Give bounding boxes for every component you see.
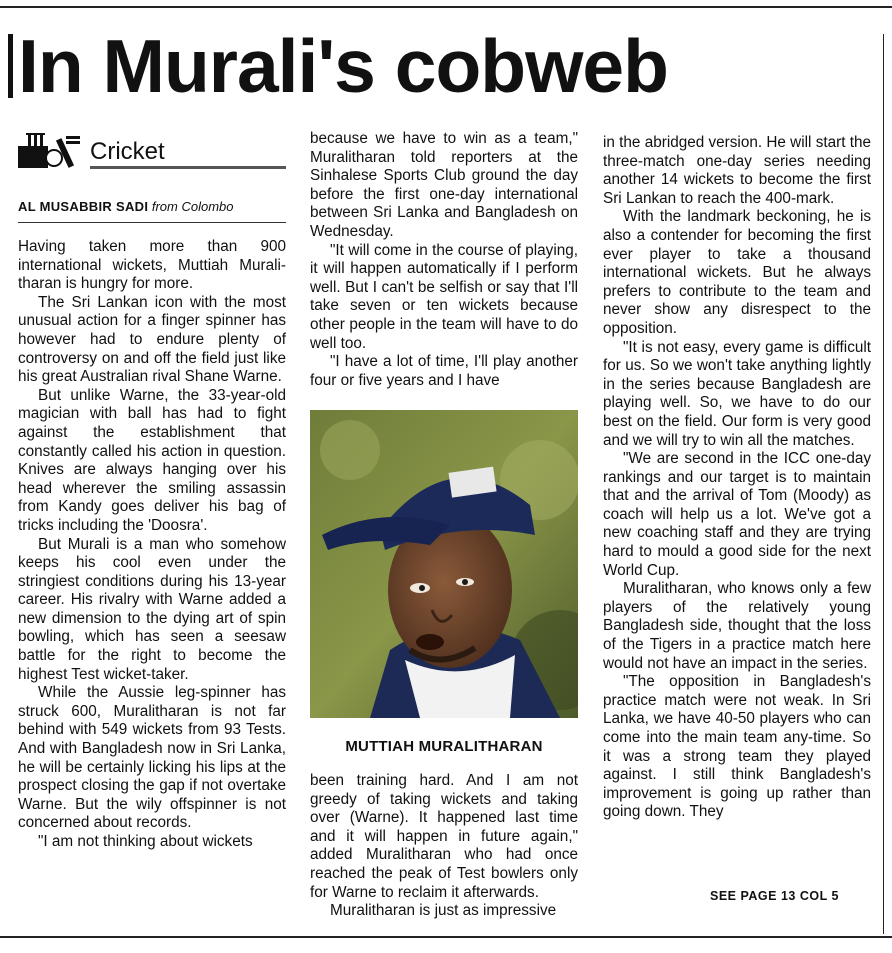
article-column-2-top: [310, 130, 578, 390]
byline-author: AL MUSABBIR SADI: [18, 199, 149, 214]
paragraph: Having taken more than 900 international wickets, Muttiah Murali-tharan is hungry for more.: [18, 238, 286, 293]
paragraph: "The opposition in Bangladesh's practice match were not weak. In Sri Lanka, we have 40-50 players who can come into the main team any-time. So it was a strong team they played against. I still think Bangladesh's improvement is going up rather than going down. They: [603, 673, 871, 821]
byline: [18, 199, 286, 214]
paragraph: Muralitharan is just as impressive: [330, 902, 557, 920]
paragraph: because we have to win as a team," Muralitharan told reporters at the Sinhalese Sports Club ground the day before the first one-day international between Sri Lanka and Bangladesh on Wednesday.: [310, 130, 578, 240]
paragraph: But unlike Warne, the 33-year-old magician with ball has had to fight against the establishment that constantly called his action in question. Knives are always hanging over his head wherever the smiling assassin from Kandy goes deliver his bag of tricks including the 'Doosra'.: [18, 386, 286, 534]
photo-caption: MUTTIAH MURALITHARAN: [345, 738, 543, 755]
byline-location: from Colombo: [151, 199, 234, 214]
bottom-rule: [0, 936, 892, 938]
paragraph: With the landmark beckoning, he is also a contender for becoming the first ever player to take a thousand international wickets. But he always prefers to contribute to the team and never show any disrespect to the opposition.: [603, 208, 871, 337]
paragraph: "It will come in the course of playing, it will happen automatically if I perform well. But I can't be selfish or say that I'll take seven or ten wickets because other people in the team will have to do well too.: [310, 241, 578, 352]
section-tag: [18, 130, 286, 170]
paragraph: "I have a lot of time, I'll play another four or five years and I have: [310, 353, 578, 389]
section-rule: [90, 166, 286, 169]
continuation-link[interactable]: SEE PAGE 13 COL 5: [710, 889, 839, 903]
player-photo: [310, 410, 578, 718]
article-column-1: [18, 238, 286, 852]
right-rule: [883, 34, 884, 934]
paragraph: "I am not thinking about wickets: [38, 833, 253, 850]
paragraph: "We are second in the ICC one-day rankings and our target is to maintain that and the arrival of Tom (Moody) as coach will help us a lot. We've got a new coaching staff and they are trying hard to mould a good side for the next World Cup.: [603, 450, 871, 579]
headline-bar: [8, 34, 13, 98]
paragraph: "It is not easy, every game is difficult for us. So we won't take anything lightly in the series because Bangladesh are playing well. So, we have to do our best on the field. Our form is very good and we will try to win all the matches.: [603, 338, 871, 449]
paragraph: The Sri Lankan icon with the most unusual action for a finger spinner has however had to endure plenty of controversy on and off the field just like his great Australian rival Shane Warne.: [18, 293, 286, 386]
headline: In Murali's cobweb: [18, 24, 668, 108]
paragraph: But Murali is a man who somehow keeps his cool even under the stringiest conditions during his 13-year career. His rivalry with Warne added a new dimension to the dying art of spin bowling, which has seen a seesaw battle for the right to become the highest Test wicket-taker.: [18, 535, 286, 683]
byline-rule: [18, 222, 286, 223]
paragraph: been training hard. And I am not greedy of taking wickets and taking over (Warne). It happened last time and it will happen in future again," added Muralitharan who had once reached the peak of Test bowlers only for Warne to reclaim it afterwards.: [310, 772, 578, 901]
paragraph: Muralitharan, who knows only a few players of the relatively young Bangladesh side, thought that the loss of the Tigers in a practice match here would not have an impact in the series.: [603, 580, 871, 672]
paragraph: While the Aussie leg-spinner has struck 600, Muralitharan is not far behind with 549 wickets from 93 Tests. And with Bangladesh now in Sri Lanka, he will be certainly licking his lips at the prospect closing the gap if not overtake Warne. But the wily offspinner is not concerned about records.: [18, 684, 286, 832]
cricket-icon: [18, 132, 84, 170]
article-column-2-bottom: [310, 772, 578, 921]
paragraph: in the abridged version. He will start the three-match one-day series needing another 14 wickets to become the first Sri Lankan to reach the 400-mark.: [603, 134, 871, 207]
section-label: Cricket: [90, 138, 165, 165]
top-rule: [0, 6, 892, 8]
article-column-3: [603, 134, 871, 822]
